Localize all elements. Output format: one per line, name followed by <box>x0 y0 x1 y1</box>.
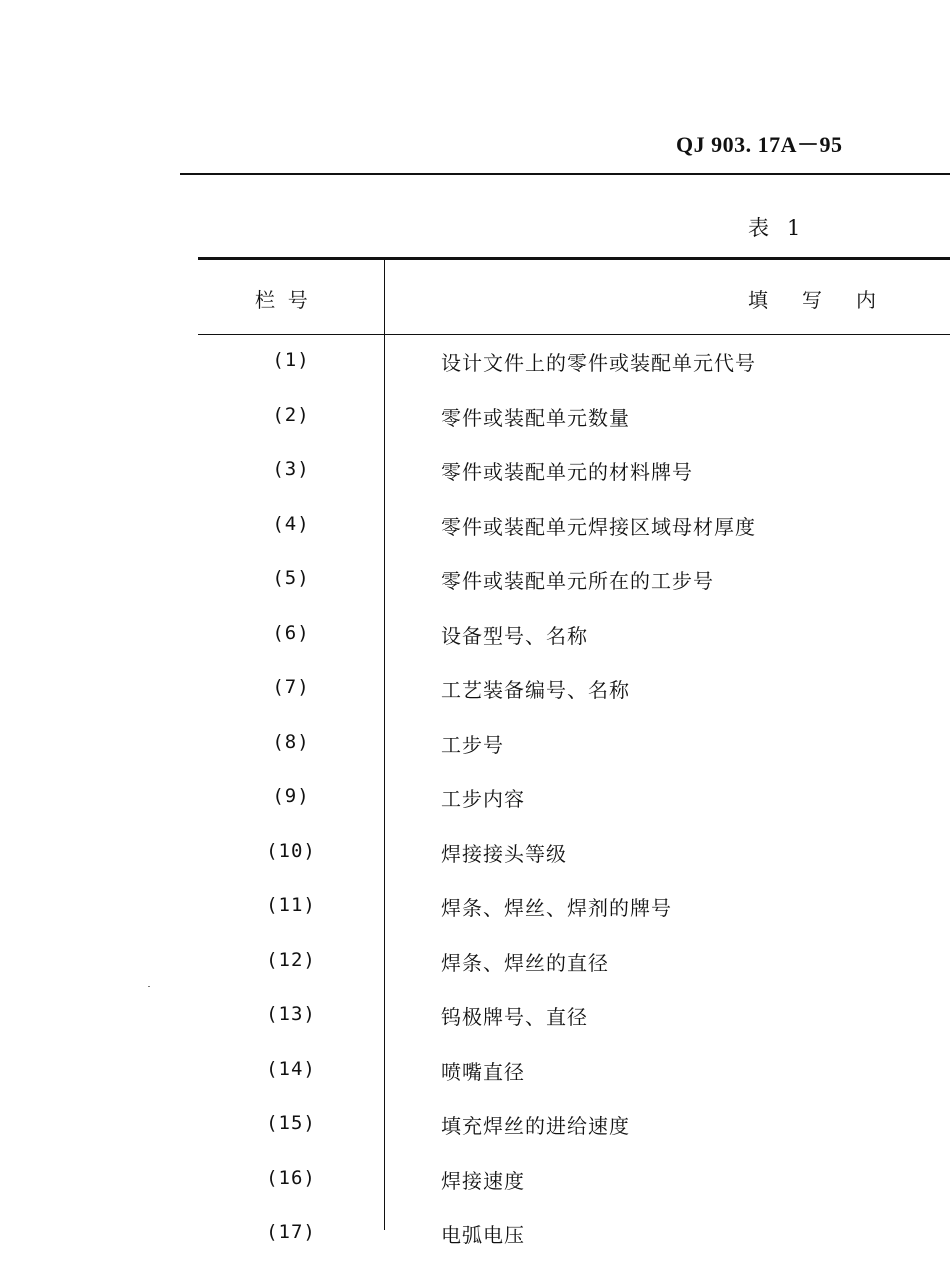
row-number: (11) <box>266 894 316 916</box>
row-content: 设备型号、名称 <box>441 623 588 648</box>
row-number: (15) <box>266 1112 316 1134</box>
row-content: 工步号 <box>441 732 504 757</box>
row-number: (10) <box>266 839 316 862</box>
table-row <box>198 1207 950 1262</box>
row-content: 焊条、焊丝、焊剂的牌号 <box>441 896 672 920</box>
row-number: (9) <box>272 785 310 807</box>
table-row <box>198 717 950 772</box>
table-row <box>198 1044 950 1099</box>
table-row <box>198 935 950 990</box>
table-row <box>198 1153 950 1208</box>
column-header-char: 内 <box>856 288 876 312</box>
row-number: (16) <box>266 1166 316 1189</box>
row-number: (12) <box>266 948 316 971</box>
table-row <box>198 608 950 663</box>
table-row <box>198 1098 950 1153</box>
row-content: 焊条、焊丝的直径 <box>441 950 609 975</box>
table-row <box>198 880 950 935</box>
row-number: (8) <box>272 730 310 753</box>
column-header-number: 栏 号 <box>255 288 308 312</box>
row-content: 零件或装配单元的材料牌号 <box>441 460 693 484</box>
table-row <box>198 771 950 826</box>
row-number: (13) <box>266 1003 316 1025</box>
row-number: (3) <box>272 458 310 480</box>
row-number: (14) <box>266 1057 316 1080</box>
header-rule <box>180 173 950 175</box>
column-header-content <box>748 284 876 313</box>
row-number: (4) <box>272 512 310 535</box>
table-body <box>198 335 950 1262</box>
table-row <box>198 444 950 499</box>
row-content: 钨极牌号、直径 <box>441 1005 588 1029</box>
row-number: (2) <box>272 403 310 426</box>
table-row <box>198 662 950 717</box>
table-caption-word: 表 <box>748 216 769 240</box>
table-row <box>198 335 950 390</box>
row-content: 喷嘴直径 <box>441 1059 525 1084</box>
row-content: 工艺装备编号、名称 <box>441 678 630 702</box>
table-row <box>198 390 950 445</box>
row-content: 设计文件上的零件或装配单元代号 <box>441 351 756 375</box>
table-row <box>198 499 950 554</box>
row-content: 焊接接头等级 <box>441 841 567 866</box>
row-content: 零件或装配单元焊接区域母材厚度 <box>441 514 756 539</box>
row-number: (1) <box>272 349 310 371</box>
column-header-char: 写 <box>802 288 822 312</box>
row-content: 焊接速度 <box>441 1168 525 1193</box>
row-content: 电弧电压 <box>441 1223 525 1247</box>
row-number: (5) <box>272 567 310 589</box>
row-number: (6) <box>272 621 310 644</box>
row-content: 零件或装配单元数量 <box>441 405 630 430</box>
table-row <box>198 553 950 608</box>
table-caption-number: 1 <box>787 216 801 240</box>
row-number: (7) <box>272 676 310 698</box>
row-content: 零件或装配单元所在的工步号 <box>441 569 714 593</box>
table-caption <box>748 212 800 242</box>
table-row <box>198 989 950 1044</box>
column-header-char: 填 <box>748 288 768 312</box>
table-top-rule <box>198 257 950 260</box>
standard-code: QJ 903. 17A－95 <box>676 132 843 157</box>
row-number: (17) <box>266 1221 316 1243</box>
table-row <box>198 826 950 881</box>
row-content: 工步内容 <box>441 787 525 811</box>
scan-speck <box>148 986 150 987</box>
row-content: 填充焊丝的进给速度 <box>441 1114 630 1138</box>
